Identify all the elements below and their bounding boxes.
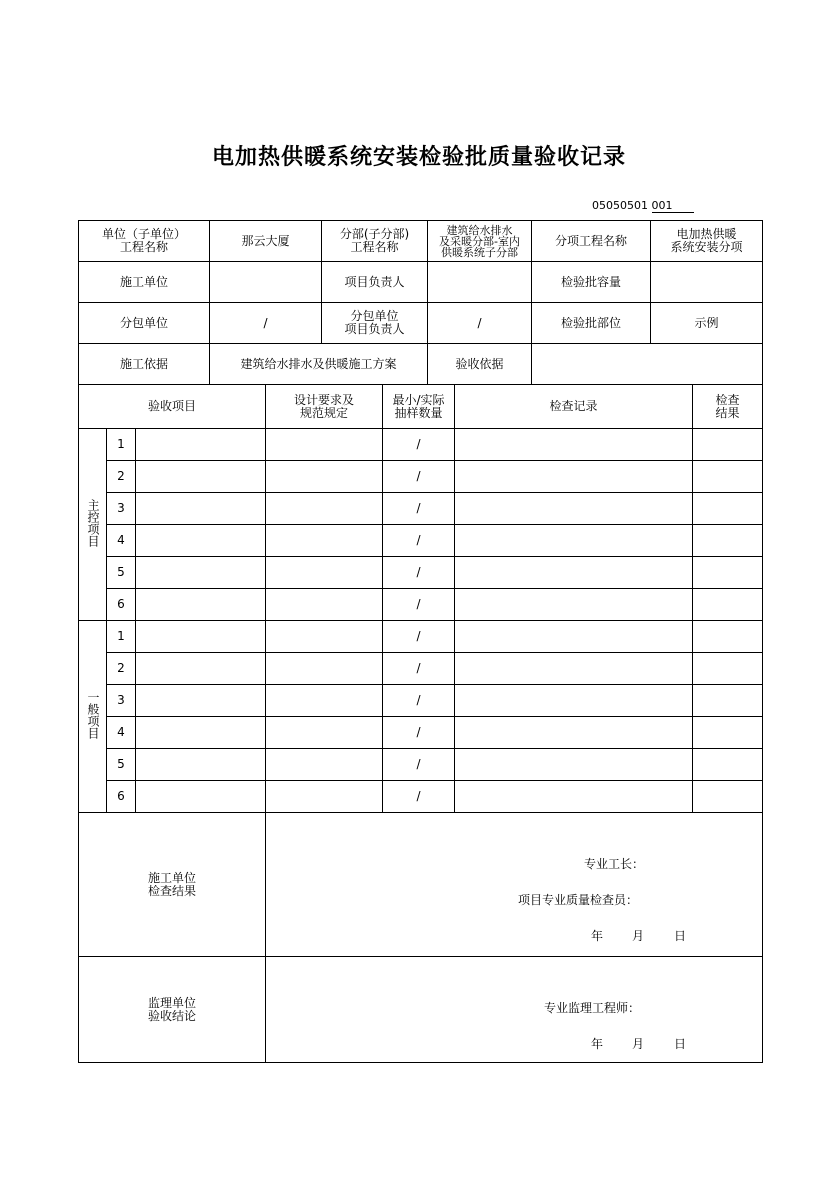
record-cell[interactable]: [455, 717, 693, 749]
table-row: [79, 557, 763, 589]
header-row-project: [79, 221, 763, 262]
table-row: [79, 749, 763, 781]
row-number: 5: [107, 557, 136, 589]
sample-cell[interactable]: /: [383, 525, 455, 557]
header-table: [78, 220, 763, 385]
inspection-header-row: [79, 385, 763, 429]
result-cell[interactable]: [693, 557, 763, 589]
subcontract-unit-value[interactable]: /: [210, 303, 322, 344]
table-row: [79, 653, 763, 685]
record-cell[interactable]: [455, 429, 693, 461]
sample-cell[interactable]: /: [383, 557, 455, 589]
date-year: 年: [591, 1037, 604, 1051]
item-cell[interactable]: [136, 749, 266, 781]
col-sample-header: 最小/实际 抽样数量: [383, 385, 455, 429]
result-cell[interactable]: [693, 429, 763, 461]
record-cell[interactable]: [455, 781, 693, 813]
result-cell[interactable]: [693, 653, 763, 685]
sample-cell[interactable]: /: [383, 685, 455, 717]
batch-capacity-label: 检验批容量: [532, 262, 651, 303]
date-month: 月: [632, 1037, 645, 1051]
record-cell[interactable]: [455, 493, 693, 525]
item-cell[interactable]: [136, 525, 266, 557]
col-record-header: 检查记录: [455, 385, 693, 429]
item-cell[interactable]: [136, 653, 266, 685]
design-cell[interactable]: [266, 749, 383, 781]
general-label: 一般项目: [79, 621, 107, 813]
subcontract-manager-value[interactable]: /: [428, 303, 532, 344]
table-row: [79, 429, 763, 461]
table-row: [79, 461, 763, 493]
construction-check-area[interactable]: [266, 813, 763, 957]
item-cell[interactable]: [136, 781, 266, 813]
subcontract-unit-label: 分包单位: [79, 303, 210, 344]
sub-project-value: 建筑给水排水 及采暖分部-室内 供暖系统子分部: [428, 221, 532, 262]
page-title: 电加热供暖系统安装检验批质量验收记录: [211, 144, 626, 170]
design-cell[interactable]: [266, 493, 383, 525]
header-row-basis: [79, 344, 763, 385]
date-day: 日: [674, 929, 687, 943]
row-number: 2: [107, 653, 136, 685]
form-code-number: 05050501: [592, 199, 648, 212]
row-number: 6: [107, 781, 136, 813]
row-number: 3: [107, 685, 136, 717]
supervision-area[interactable]: [266, 957, 763, 1063]
row-number: 1: [107, 429, 136, 461]
date-month: 月: [632, 929, 645, 943]
project-manager-label: 项目负责人: [322, 262, 428, 303]
row-number: 5: [107, 749, 136, 781]
design-cell[interactable]: [266, 653, 383, 685]
result-cell[interactable]: [693, 525, 763, 557]
table-row: [79, 717, 763, 749]
date-day: 日: [674, 1037, 687, 1051]
design-cell[interactable]: [266, 781, 383, 813]
sample-cell[interactable]: /: [383, 781, 455, 813]
table-row: [79, 685, 763, 717]
sub-project-label: 分部(子分部) 工程名称: [322, 221, 428, 262]
result-cell[interactable]: [693, 493, 763, 525]
construction-unit-value[interactable]: [210, 262, 322, 303]
date-year: 年: [591, 929, 604, 943]
batch-location-label: 检验批部位: [532, 303, 651, 344]
inspection-table: [78, 384, 763, 1063]
item-cell[interactable]: [136, 589, 266, 621]
unit-project-label: 单位（子单位） 工程名称: [79, 221, 210, 262]
design-cell[interactable]: [266, 525, 383, 557]
record-cell[interactable]: [455, 525, 693, 557]
construction-basis-value[interactable]: 建筑给水排水及供暖施工方案: [210, 344, 428, 385]
acceptance-basis-label: 验收依据: [428, 344, 532, 385]
row-number: 1: [107, 621, 136, 653]
result-cell[interactable]: [693, 749, 763, 781]
row-number: 6: [107, 589, 136, 621]
unit-project-value: 那云大厦: [210, 221, 322, 262]
result-cell[interactable]: [693, 461, 763, 493]
sample-cell[interactable]: /: [383, 461, 455, 493]
header-row-construction: [79, 262, 763, 303]
record-cell[interactable]: [455, 557, 693, 589]
row-number: 3: [107, 493, 136, 525]
sample-cell[interactable]: /: [383, 493, 455, 525]
batch-capacity-value[interactable]: [651, 262, 763, 303]
result-cell[interactable]: [693, 589, 763, 621]
item-cell[interactable]: [136, 557, 266, 589]
sample-cell[interactable]: /: [383, 621, 455, 653]
sample-cell[interactable]: /: [383, 589, 455, 621]
record-cell[interactable]: [455, 461, 693, 493]
record-cell[interactable]: [455, 621, 693, 653]
construction-unit-label: 施工单位: [79, 262, 210, 303]
item-project-value: 电加热供暖 系统安装分项: [651, 221, 763, 262]
record-cell[interactable]: [455, 685, 693, 717]
item-cell[interactable]: [136, 685, 266, 717]
result-cell[interactable]: [693, 717, 763, 749]
design-cell[interactable]: [266, 717, 383, 749]
table-row: [79, 589, 763, 621]
item-cell[interactable]: [136, 493, 266, 525]
result-cell[interactable]: [693, 685, 763, 717]
item-project-label: 分项工程名称: [532, 221, 651, 262]
design-cell[interactable]: [266, 429, 383, 461]
batch-location-value[interactable]: 示例: [651, 303, 763, 344]
design-cell[interactable]: [266, 685, 383, 717]
record-cell[interactable]: [455, 749, 693, 781]
row-number: 4: [107, 717, 136, 749]
col-result-header: 检查 结果: [693, 385, 763, 429]
table-row: [79, 621, 763, 653]
main-control-label: 主控项目: [79, 429, 107, 621]
item-cell[interactable]: [136, 621, 266, 653]
table-row: [79, 781, 763, 813]
item-cell[interactable]: [136, 461, 266, 493]
row-number: 4: [107, 525, 136, 557]
record-cell[interactable]: [455, 653, 693, 685]
table-row: [79, 493, 763, 525]
sample-cell[interactable]: /: [383, 717, 455, 749]
foreman-label: 专业工长：: [584, 857, 645, 871]
col-item-header: 验收项目: [79, 385, 266, 429]
project-manager-value[interactable]: [428, 262, 532, 303]
design-cell[interactable]: [266, 589, 383, 621]
supervision-label: 监理单位 验收结论: [79, 957, 266, 1063]
acceptance-basis-value[interactable]: [532, 344, 763, 385]
supervision-row: [79, 957, 763, 1063]
col-design-header: 设计要求及 规范规定: [266, 385, 383, 429]
construction-check-row: [79, 813, 763, 957]
table-row: [79, 525, 763, 557]
construction-check-label: 施工单位 检查结果: [79, 813, 266, 957]
construction-basis-label: 施工依据: [79, 344, 210, 385]
form-serial-number: 001: [652, 199, 694, 213]
design-cell[interactable]: [266, 557, 383, 589]
item-cell[interactable]: [136, 717, 266, 749]
form-code: [592, 199, 694, 213]
item-cell[interactable]: [136, 429, 266, 461]
quality-inspector-label: 项目专业质量检查员：: [518, 893, 639, 907]
subcontract-manager-label: 分包单位 项目负责人: [322, 303, 428, 344]
sample-cell[interactable]: /: [383, 653, 455, 685]
result-cell[interactable]: [693, 621, 763, 653]
record-cell[interactable]: [455, 589, 693, 621]
sample-cell[interactable]: /: [383, 429, 455, 461]
sample-cell[interactable]: /: [383, 749, 455, 781]
design-cell[interactable]: [266, 461, 383, 493]
supervising-engineer-label: 专业监理工程师：: [544, 1001, 641, 1015]
header-row-subcontract: [79, 303, 763, 344]
row-number: 2: [107, 461, 136, 493]
design-cell[interactable]: [266, 621, 383, 653]
result-cell[interactable]: [693, 781, 763, 813]
